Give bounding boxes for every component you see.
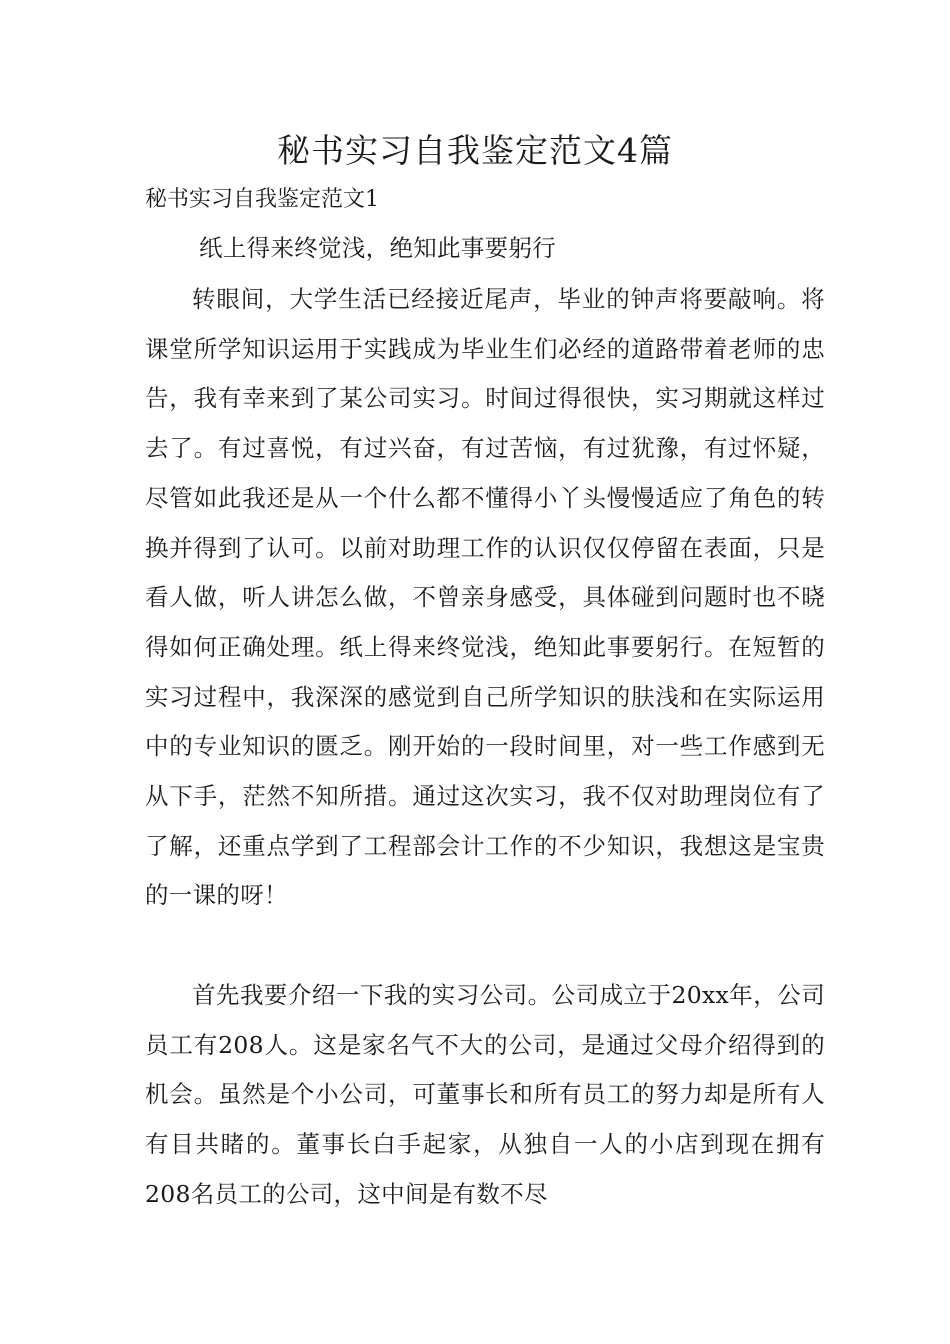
quote-line: 纸上得来终觉浅，绝知此事要躬行: [199, 234, 557, 262]
paragraph-2: 首先我要介绍一下我的实习公司。公司成立于20xx年，公司员工有208人。这是家名气不大的公司，是通过父母介绍得到的机会。虽然是个小公司，可董事长和所有员工的努力却是所有人有目共睹的。董事长白手起家，从独自一人的小店到现在拥有208名员工的公司，这中间是有数不尽: [145, 981, 825, 1208]
paragraph-1: 转眼间，大学生活已经接近尾声，毕业的钟声将要敲响。将课堂所学知识运用于实践成为毕业生们必经的道路带着老师的忠告，我有幸来到了某公司实习。时间过得很快，实习期就这样过去了。有过喜悦，有过兴奋，有过苦恼，有过犹豫，有过怀疑，尽管如此我还是从一个什么都不懂得小丫头慢慢适应了角色的转换并得到了认可。以前对助理工作的认识仅仅停留在表面，只是看人做，听人讲怎么做，不曾亲身感受，具体碰到问题时也不晓得如何正确处理。纸上得来终觉浅，绝知此事要躬行。在短暂的实习过程中，我深深的感觉到自己所学知识的肤浅和在实际运用中的专业知识的匮乏。刚开始的一段时间里，对一些工作感到无从下手，茫然不知所措。通过这次实习，我不仅对助理岗位有了了解，还重点学到了工程部会计工作的不少知识，我想这是宝贵的一课的呀！: [145, 285, 825, 910]
section-heading: 秘书实习自我鉴定范文1: [145, 187, 379, 212]
document-title: 秘书实习自我鉴定范文4篇: [277, 131, 673, 170]
